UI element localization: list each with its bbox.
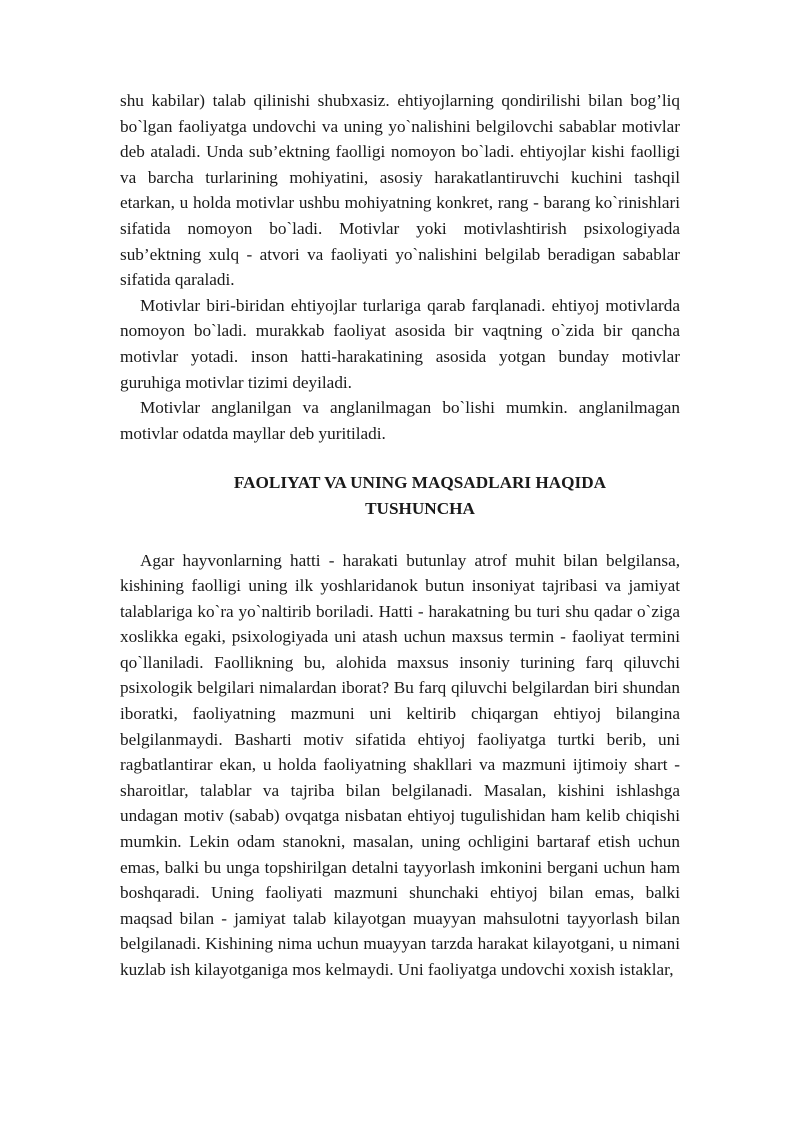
document-page bbox=[120, 88, 680, 983]
paragraph-activity: Agar hayvonlarning hatti - harakati butunlay atrof muhit bilan belgilansa, kishining faolligi uning ilk yoshlaridanok butun insoniyat tajribasi va jamiyat talablariga ko`ra yo`naltirib boriladi. Hatti - harakatning bu turi shu qadar o`ziga xoslikka egaki, psixologiyada uni atash uchun maxsus termin - faoliyat termini qo`llaniladi. Faollikning bu, alohida maxsus insoniy turining farq qiluvchi psixologik belgilari nimalardan iborat? Bu farq qiluvchi belgilardan biri shundan iboratki, faoliyatning mazmuni uni keltirib chiqargan ehtiyoj bilangina belgilanmaydi. Basharti motiv sifatida ehtiyoj faoliyatga turtki berib, uni ragbatlantirar ekan, u holda faoliyatning shakllari va mazmuni ijtimoiy shart - sharoitlar, talablar va tajriba bilan belgilanadi. Masalan, kishini ishlashga undagan motiv (sabab) ovqatga nisbatan ehtiyoj tugulishidan ham kelib chiqishi mumkin. Lekin odam stanokni, masalan, uning ochligini bartaraf etish uchun emas, balki bu unga topshirilgan detalni tayyorlash imkonini bergani uchun ham boshqaradi. Uning faoliyati mazmuni shunchaki ehtiyoj bilan emas, balki maqsad bilan - jamiyat talab kilayotgan muayyan mahsulotni tayyorlash bilan belgilanadi. Kishining nima uchun muayyan tarzda harakat kilayotgani, u nimani kuzlab ish kilayotganiga mos kelmaydi. Uni faoliyatga undovchi xoxish istaklar, bbox=[120, 550, 680, 979]
spacer bbox=[120, 522, 680, 548]
paragraph-motives-conscious: Motivlar anglanilgan va anglanilmagan bo`lishi mumkin. anglanilmagan motivlar odatda mayllar deb yuritiladi. bbox=[120, 398, 680, 443]
section-heading: FAOLIYAT VA UNING MAQSADLARI HAQIDA TUSHUNCHA bbox=[233, 473, 607, 518]
paragraph-motives-types: Motivlar biri-biridan ehtiyojlar turlariga qarab farqlanadi. ehtiyoj motivlarda nomoyon bo`ladi. murakkab faoliyat asosida bir vaqtning o`zida bir qancha motivlar yotadi. inson hatti-harakatining asosida yotgan bunday motivlar guruhiga motivlar tizimi deyiladi. bbox=[120, 295, 680, 392]
spacer bbox=[120, 446, 680, 470]
paragraph-motives-definition: shu kabilar) talab qilinishi shubxasiz. ehtiyojlarning qondirilishi bilan bog’liq bo`lgan faoliyatga undovchi va uning yo`nalishini belgilovchi sabablar motivlar deb ataladi. Unda sub’ektning faolligi nomoyon bo`ladi. ehtiyojlar kishi faolligi va barcha turlarining mohiyatini, asosiy harakatlantiruvchi kuchini tashqil etarkan, u holda motivlar ushbu mohiyatning konkret, rang - barang ko`rinishlari sifatida nomoyon bo`ladi. Motivlar yoki motivlashtirish psixologiyada sub’ektning xulq - atvori va faoliyati yo`nalishini belgilab beradigan sabablar sifatida qaraladi. bbox=[120, 91, 680, 290]
